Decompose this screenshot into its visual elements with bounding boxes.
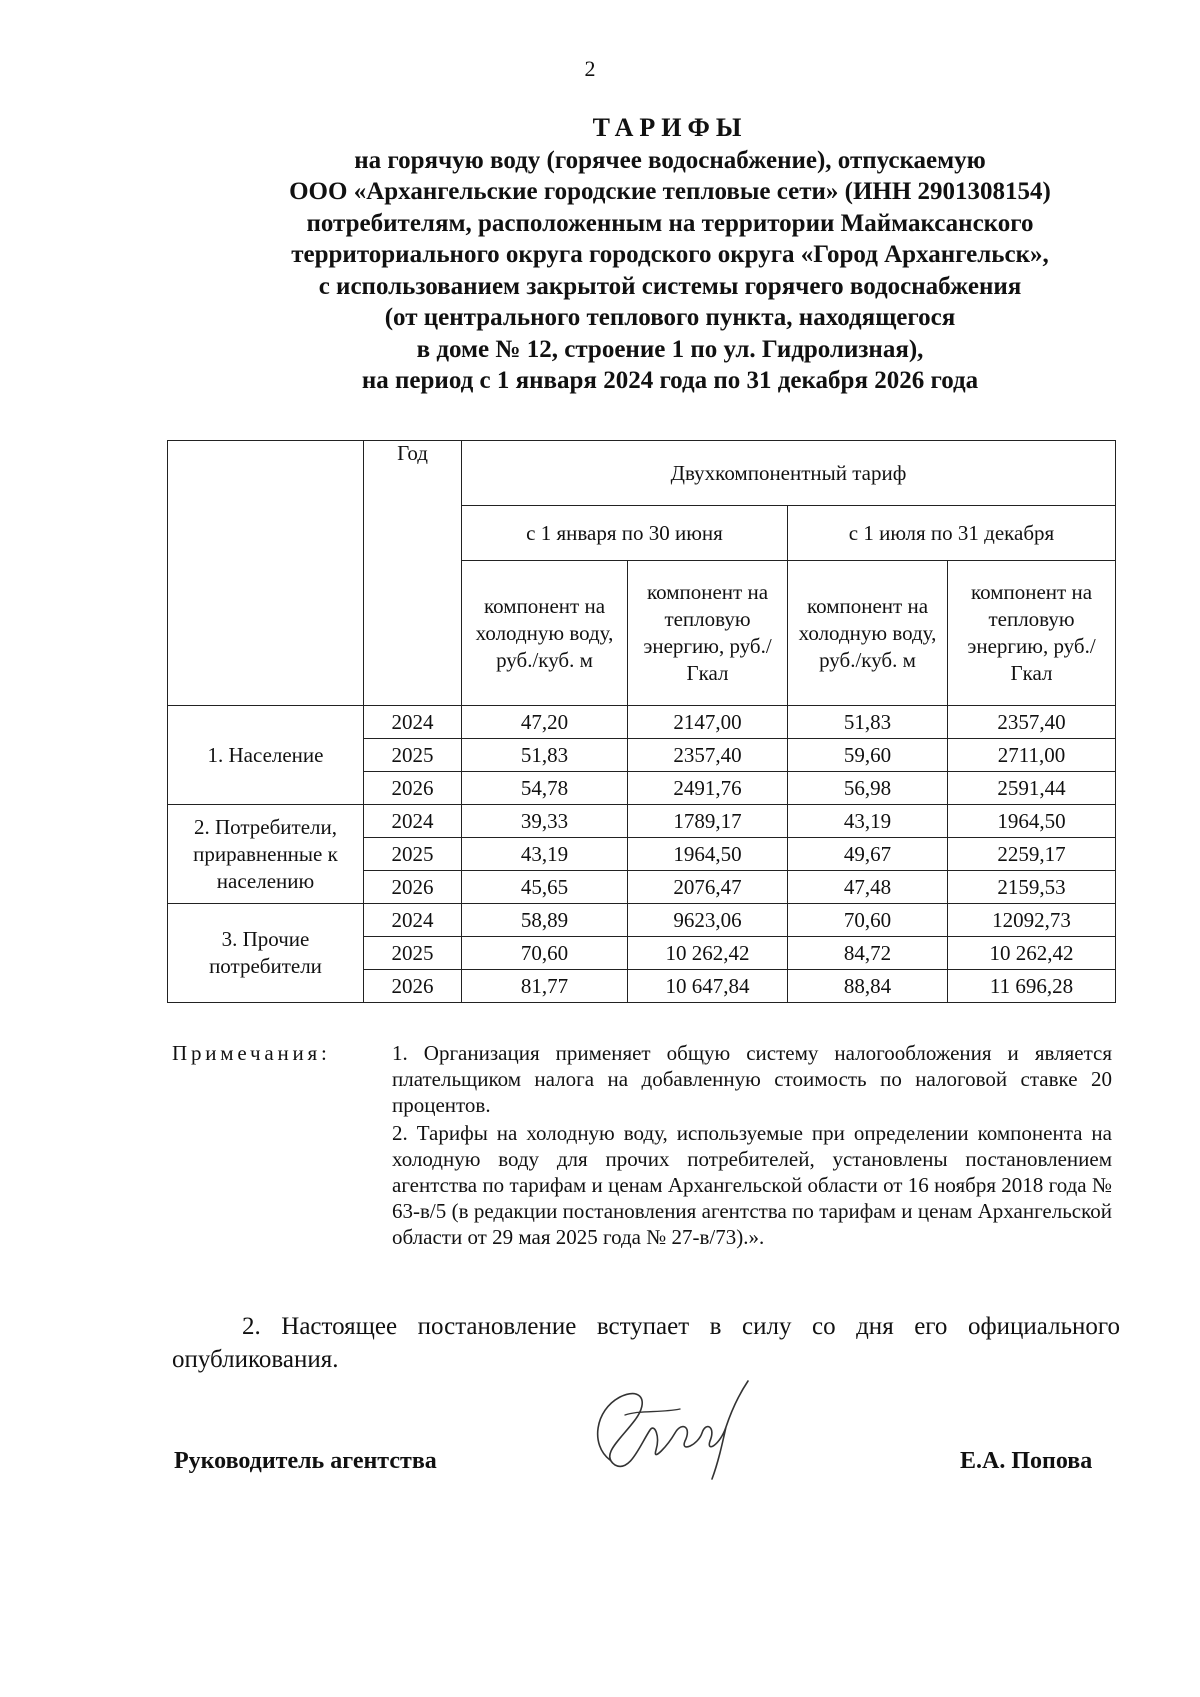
period-2-header: с 1 июля по 31 декабря xyxy=(788,506,1116,561)
value-cell: 59,60 xyxy=(788,739,948,772)
year-header: Год xyxy=(364,441,462,706)
handwritten-signature xyxy=(580,1375,760,1485)
period-1-header: с 1 января по 30 июня xyxy=(462,506,788,561)
column-header: компонент на холодную воду, руб./куб. м xyxy=(462,561,628,706)
two-component-tariff-header: Двухкомпонентный тариф xyxy=(462,441,1116,506)
value-cell: 56,98 xyxy=(788,772,948,805)
value-cell: 2259,17 xyxy=(948,838,1116,871)
category-label: 3. Прочие потребители xyxy=(168,904,364,1003)
title-line: с использованием закрытой системы горячего водоснабжения xyxy=(318,272,1022,300)
value-cell: 54,78 xyxy=(462,772,628,805)
note-item: 2. Тарифы на холодную воду, используемые при определении компонента на холодную воду для прочих потребителей, установлены постановлением агентства по тарифам и ценам Архангельской области от 16 ноября 2018 года № 63-в/5 (в редакции постановления агентства по тарифам и ценам Архангельской области от 29 мая 2025 года № 27-в/73).». xyxy=(392,1121,1112,1249)
document-title xyxy=(170,112,1170,397)
year-cell: 2026 xyxy=(364,772,462,805)
year-cell: 2024 xyxy=(364,805,462,838)
title-line: потребителям, расположенным на территории Маймаксанского xyxy=(306,209,1034,237)
value-cell: 2491,76 xyxy=(628,772,788,805)
value-cell: 11 696,28 xyxy=(948,970,1116,1003)
table-row xyxy=(168,706,1116,739)
value-cell: 10 647,84 xyxy=(628,970,788,1003)
title-line: на горячую воду (горячее водоснабжение), отпускаемую xyxy=(354,146,986,174)
empty-corner-cell xyxy=(168,441,364,706)
value-cell: 43,19 xyxy=(462,838,628,871)
column-header: компонент на холодную воду, руб./куб. м xyxy=(788,561,948,706)
table-row xyxy=(168,904,1116,937)
note-item: 1. Организация применяет общую систему налогообложения и является плательщиком налога на добавленную стоимость по налоговой ставке 20 процентов. xyxy=(392,1041,1112,1117)
title-heading: ТАРИФЫ xyxy=(592,113,748,142)
value-cell: 1964,50 xyxy=(628,838,788,871)
year-cell: 2026 xyxy=(364,970,462,1003)
value-cell: 2147,00 xyxy=(628,706,788,739)
value-cell: 47,20 xyxy=(462,706,628,739)
closing-paragraph: 2. Настоящее постановление вступает в силу со дня его официального опубликования. xyxy=(172,1313,1120,1373)
value-cell: 39,33 xyxy=(462,805,628,838)
value-cell: 47,48 xyxy=(788,871,948,904)
category-label: 2. Потребители, приравненные к населению xyxy=(168,805,364,904)
value-cell: 58,89 xyxy=(462,904,628,937)
value-cell: 2076,47 xyxy=(628,871,788,904)
value-cell: 70,60 xyxy=(462,937,628,970)
title-line: на период с 1 января 2024 года по 31 декабря 2026 года xyxy=(361,367,979,394)
value-cell: 10 262,42 xyxy=(948,937,1116,970)
year-cell: 2026 xyxy=(364,871,462,904)
notes-label: Примечания: xyxy=(172,1041,331,1065)
year-cell: 2025 xyxy=(364,838,462,871)
title-line: ООО «Архангельские городские тепловые сети» (ИНН 2901308154) xyxy=(289,178,1051,205)
value-cell: 51,83 xyxy=(788,706,948,739)
value-cell: 10 262,42 xyxy=(628,937,788,970)
value-cell: 43,19 xyxy=(788,805,948,838)
value-cell: 2357,40 xyxy=(628,739,788,772)
title-line: (от центрального теплового пункта, находящегося xyxy=(384,304,956,331)
title-line: территориального округа городского округа «Город Архангельск», xyxy=(291,241,1049,268)
year-cell: 2025 xyxy=(364,739,462,772)
year-cell: 2024 xyxy=(364,904,462,937)
value-cell: 1789,17 xyxy=(628,805,788,838)
value-cell: 12092,73 xyxy=(948,904,1116,937)
column-header: компонент на тепловую энергию, руб./Гкал xyxy=(948,561,1116,706)
value-cell: 2159,53 xyxy=(948,871,1116,904)
value-cell: 70,60 xyxy=(788,904,948,937)
table-row xyxy=(168,805,1116,838)
column-header: компонент на тепловую энергию, руб./Гкал xyxy=(628,561,788,706)
value-cell: 49,67 xyxy=(788,838,948,871)
value-cell: 45,65 xyxy=(462,871,628,904)
value-cell: 2591,44 xyxy=(948,772,1116,805)
value-cell: 2357,40 xyxy=(948,706,1116,739)
value-cell: 51,83 xyxy=(462,739,628,772)
value-cell: 88,84 xyxy=(788,970,948,1003)
year-cell: 2025 xyxy=(364,937,462,970)
page-number: 2 xyxy=(584,56,596,81)
tariff-table xyxy=(167,440,1116,1003)
value-cell: 2711,00 xyxy=(948,739,1116,772)
value-cell: 84,72 xyxy=(788,937,948,970)
year-cell: 2024 xyxy=(364,706,462,739)
signatory-name: Е.А. Попова xyxy=(960,1448,1093,1474)
title-line: в доме № 12, строение 1 по ул. Гидролизная), xyxy=(416,335,924,363)
value-cell: 9623,06 xyxy=(628,904,788,937)
category-label: 1. Население xyxy=(168,706,364,805)
value-cell: 1964,50 xyxy=(948,805,1116,838)
signatory-position: Руководитель агентства xyxy=(174,1448,437,1474)
value-cell: 81,77 xyxy=(462,970,628,1003)
